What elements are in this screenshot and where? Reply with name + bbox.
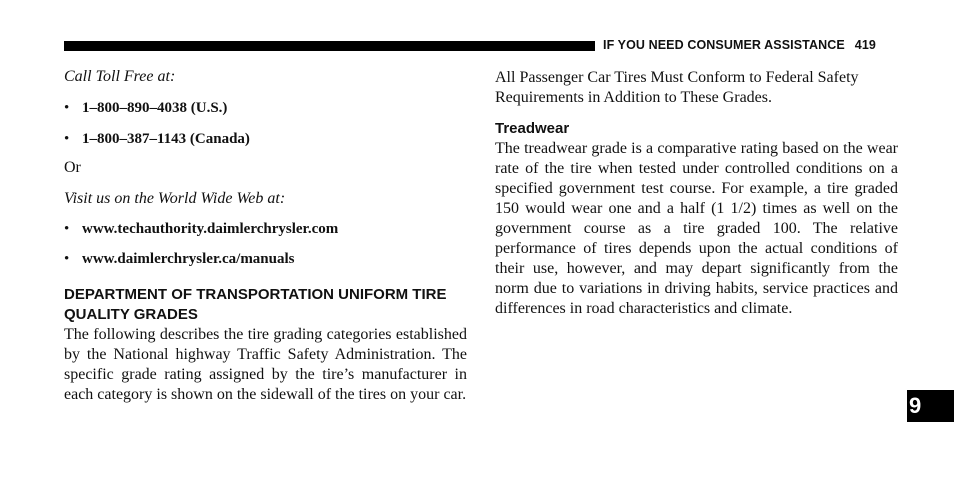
web-label: Visit us on the World Wide Web at: (64, 190, 286, 207)
running-header (603, 37, 876, 53)
phone-canada-item (64, 129, 467, 149)
phone-us: 1–800–890–4038 (U.S.) (82, 100, 228, 116)
call-toll-free-label: Call Toll Free at: (64, 68, 176, 85)
url-techauthority[interactable]: www.techauthority.daimlerchrysler.com (82, 221, 339, 237)
phone-canada: 1–800–387–1143 (Canada) (82, 131, 250, 147)
bullet-icon: • (64, 131, 70, 147)
header-rule (64, 41, 595, 51)
treadwear-heading: Treadwear (495, 120, 570, 137)
section-title: IF YOU NEED CONSUMER ASSISTANCE (603, 38, 845, 52)
bullet-icon: • (64, 251, 70, 267)
url-manuals[interactable]: www.daimlerchrysler.ca/manuals (82, 251, 295, 267)
dot-section-heading: DEPARTMENT OF TRANSPORTATION UNIFORM TIRE QUALITY GRADES (64, 286, 447, 323)
or-text: Or (64, 159, 81, 176)
intro-paragraph: All Passenger Car Tires Must Conform to Federal Safety Requirements in Addition to These Grades. (495, 69, 859, 106)
treadwear-paragraph: The treadwear grade is a comparative rating based on the wear rate of the tire when tested under controlled conditions on a specified government test course. For example, a tire graded 150 would wear one and a half (1 1/2) times as well on the government course as a tire graded 100. The relative performance of tires depends upon the actual conditions of their use, however, and may depart significantly from the norm due to variations in driving habits, service practices and differences in road characteristics and climate. (495, 140, 898, 317)
bullet-icon: • (64, 100, 70, 116)
url-item-2 (64, 249, 467, 269)
url-item-1 (64, 219, 467, 239)
dot-paragraph: The following describes the tire grading categories established by the National highway Traffic Safety Administration. The specific grade rating assigned by the tire’s manufacturer in each category is shown on the sidewall of the tires on your car. (64, 326, 467, 403)
page-number: 419 (854, 38, 876, 52)
phone-us-item (64, 98, 467, 118)
chapter-tab: 9 (907, 390, 954, 422)
bullet-icon: • (64, 221, 70, 237)
